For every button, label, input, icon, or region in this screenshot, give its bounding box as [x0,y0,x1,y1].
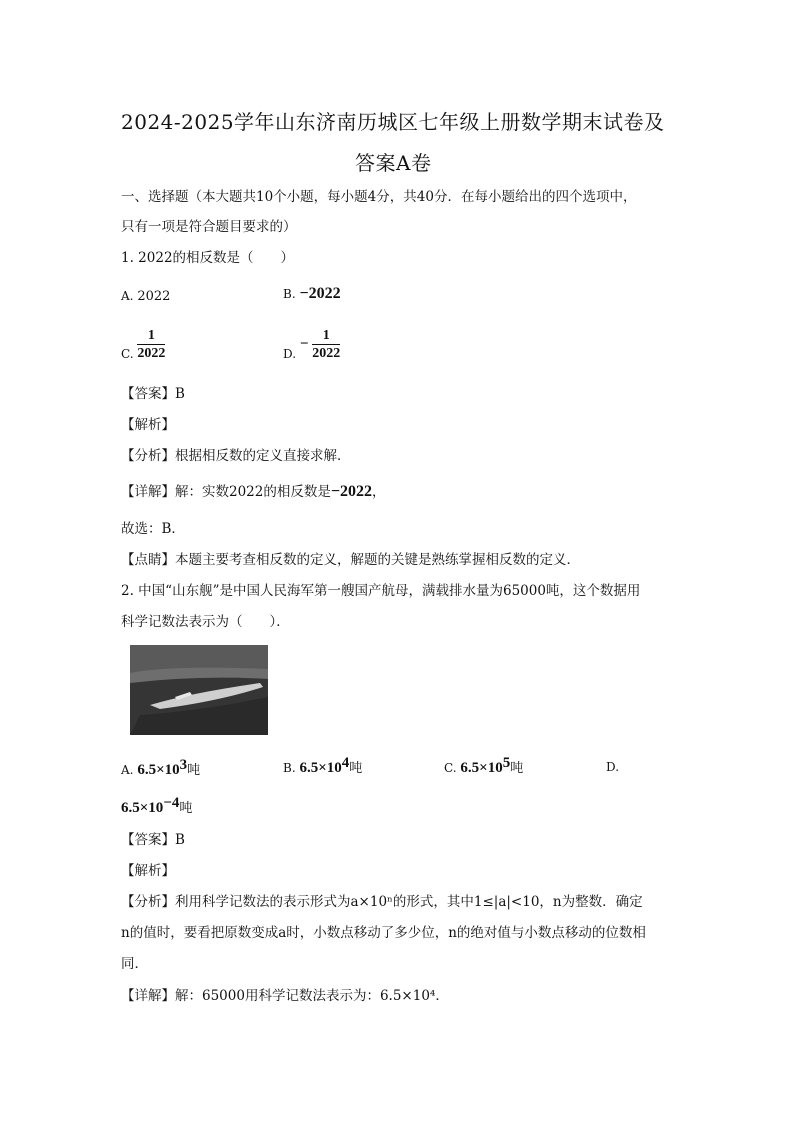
q1-option-d-label: D. [283,347,297,361]
q2-detail: 【详解】解：65000用科学记数法表示为：6.5×10⁴． [121,988,449,1004]
q2-fenxi-line2: n的值时，要看把原数变成a时，小数点移动了多少位，n的绝对值与小数点移动的位数相 [121,925,646,941]
q2-answer: 【答案】B [121,832,185,848]
q2-option-b-coef: 6.5×10 [299,760,342,776]
fraction-denominator: 2022 [137,346,166,361]
q2-option-a-exp: 3 [179,757,188,773]
q2-option-b-label: B. [283,761,296,775]
fraction-bar [137,344,165,345]
q1-analysis-heading: 【解析】 [121,417,175,433]
q1-option-d-fraction [312,328,340,361]
q1-option-a-value: 2022 [137,289,171,304]
aircraft-carrier-photo [130,645,268,735]
q2-option-a-coef: 6.5×10 [137,762,180,778]
page-title-line2: 答案A卷 [355,151,432,175]
q2-option-b-exp: 4 [341,755,350,771]
q1-fenxi: 【分析】根据相反数的定义直接求解． [121,448,351,464]
q1-answer: 【答案】B [121,386,185,402]
q2-option-d-coef: 6.5×10 [121,800,164,816]
q1-option-b-label: B. [283,287,296,301]
section-heading-cont: 只有一项是符合题目要求的） [121,219,297,235]
q1-option-d-sign: − [299,336,309,352]
q2-option-d [121,795,192,817]
q1-option-b-value: −2022 [299,285,341,302]
q1-detail-value: −2022 [330,483,372,500]
fraction-numerator: 1 [322,328,330,343]
q1-option-b [283,285,341,303]
section-heading: 一、选择题（本大题共10个小题，每小题4分，共40分．在每小题给出的四个选项中， [121,189,637,205]
fraction-denominator: 2022 [312,346,341,361]
aircraft-carrier-image [130,645,268,735]
q1-detail-text: 【详解】解：实数2022的相反数是 [121,484,331,500]
q2-fenxi-line3: 同． [121,956,148,972]
q1-detail-suffix: ， [371,484,386,500]
q1-comment: 【点睛】本题主要考查相反数的定义，解题的关键是熟练掌握相反数的定义． [121,552,580,568]
q1-option-a [121,289,170,304]
page-title-line1: 2024-2025学年山东济南历城区七年级上册数学期末试卷及 [121,110,665,134]
q2-option-a-unit: 吨 [187,763,201,778]
q1-stem: 1. 2022的相反数是（ ） [121,250,295,266]
q2-option-c-coef: 6.5×10 [460,760,503,776]
q2-option-b-unit: 吨 [349,761,363,776]
q1-option-c-label: C. [121,347,134,361]
q1-choose: 故选：B． [121,521,185,537]
q1-option-c [121,327,165,361]
fraction-numerator: 1 [147,328,155,343]
q1-option-a-label: A. [121,289,134,303]
q2-option-a-label: A. [121,763,134,777]
q2-option-c [444,755,523,777]
q1-option-c-fraction [137,328,165,361]
fraction-bar [312,344,340,345]
q2-fenxi-line1: 【分析】利用科学记数法的表示形式为a×10ⁿ的形式，其中1≤|a|<10，n为整数．确定 [121,894,643,910]
q2-analysis-heading: 【解析】 [121,863,175,879]
q2-stem-line2: 科学记数法表示为（ ）． [121,614,290,630]
q2-option-c-exp: 5 [502,755,511,771]
q2-option-c-label: C. [444,761,457,775]
q1-detail [121,482,385,502]
q2-option-d-unit: 吨 [179,801,193,816]
q2-stem-line1: 2. 中国“山东舰”是中国人民海军第一艘国产航母，满载排水量为65000吨，这个数据用 [121,583,641,599]
q1-option-d [283,327,340,361]
q2-option-a [121,757,200,779]
q2-option-d-label: D. [606,760,620,774]
q2-option-d-exp: −4 [163,795,180,811]
q2-option-c-unit: 吨 [510,761,524,776]
q2-option-b [283,755,362,777]
